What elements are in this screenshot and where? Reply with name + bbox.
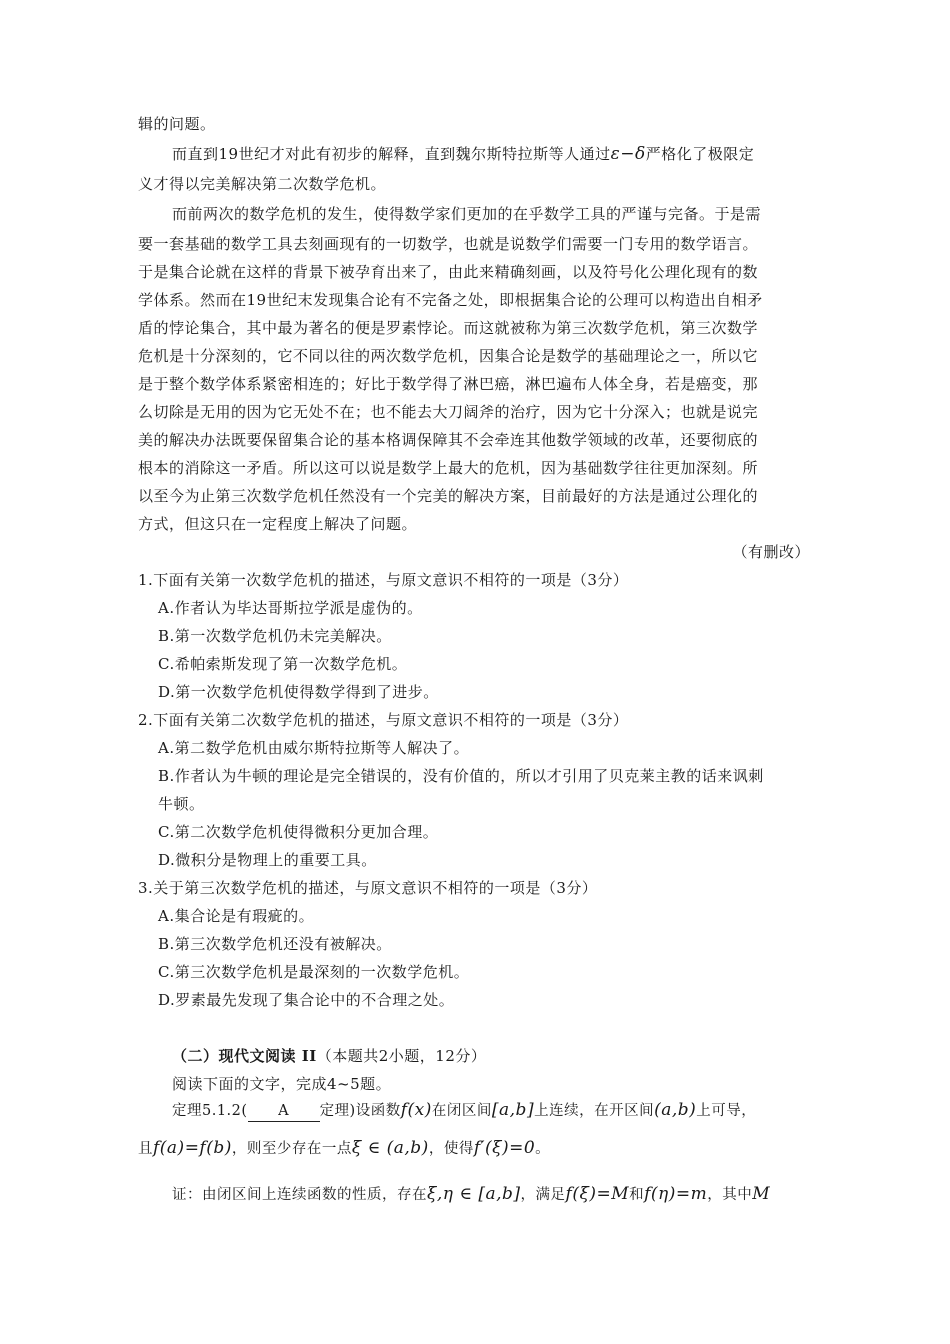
text-run: 在闭区间 xyxy=(431,1103,492,1119)
paragraph-line xyxy=(172,144,852,164)
answer-option: A.第二数学危机由威尔斯特拉斯等人解决了。 xyxy=(158,739,470,757)
text-run: 定理5.1.2( xyxy=(172,1103,248,1119)
answer-option: C.第三次数学危机是最深刻的一次数学危机。 xyxy=(158,963,470,981)
math-fx: f(x) xyxy=(400,1100,432,1120)
text-run: ，满足 xyxy=(520,1187,566,1203)
text-run: 证：由闭区间上连续函数的性质，存在 xyxy=(172,1187,427,1203)
answer-option: B.第一次数学危机仍未完美解决。 xyxy=(158,627,392,645)
math-closed-interval: [a,b] xyxy=(491,1100,535,1120)
text-run: ，使得 xyxy=(428,1141,474,1157)
answer-option: C.希帕索斯发现了第一次数学危机。 xyxy=(158,655,408,673)
theorem-line xyxy=(172,1100,852,1122)
answer-option: D.罗素最先发现了集合论中的不合理之处。 xyxy=(158,991,455,1009)
text-run: 。 xyxy=(535,1141,551,1157)
answer-option: A.集合论是有瑕疵的。 xyxy=(158,907,315,925)
paragraph-line: 么切除是无用的因为它无处不在；也不能去大刀阔斧的治疗，因为它十分深入；也就是说完 xyxy=(138,403,759,421)
epsilon-delta-math: ε−δ xyxy=(610,144,646,164)
math-xi-eta: ξ,η ∈ [a,b] xyxy=(427,1184,521,1204)
math-fprime: f′(ξ)=0 xyxy=(473,1138,536,1158)
paragraph-line: 辑的问题。 xyxy=(138,115,216,133)
text-run: 上连续，在开区间 xyxy=(534,1103,655,1119)
paragraph-line: 盾的悖论集合，其中最为著名的便是罗素悖论。而这就被称为第三次数学危机，第三次数学 xyxy=(138,319,759,337)
paragraph-line: 于是集合论就在这样的背景下被孕育出来了，由此来精确刻画，以及符号化公理化现有的数 xyxy=(138,263,759,281)
question-stem: 2.下面有关第二次数学危机的描述，与原文意识不相符的一项是（3分） xyxy=(138,711,629,729)
instruction: 阅读下面的文字，完成4~5题。 xyxy=(172,1075,392,1093)
question-stem: 1.下面有关第一次数学危机的描述，与原文意识不相符的一项是（3分） xyxy=(138,571,629,589)
proof-line xyxy=(172,1184,852,1205)
text-run: 和 xyxy=(629,1187,645,1203)
text-run: 上可导， xyxy=(696,1103,757,1119)
answer-option: D.第一次数学危机使得数学得到了进步。 xyxy=(158,683,439,701)
answer-option: C.第二次数学危机使得微积分更加合理。 xyxy=(158,823,439,841)
math-f-eta-m: f(η)=m xyxy=(644,1184,708,1204)
text-run: ，其中 xyxy=(707,1187,753,1203)
theorem-line xyxy=(138,1138,818,1159)
answer-option: B.第三次数学危机还没有被解决。 xyxy=(158,935,392,953)
paragraph-line: 美的解决办法既要保留集合论的基本格调保障其不会牵连其他数学领域的改革，还要彻底的 xyxy=(138,431,759,449)
text-run: 而直到19世纪才对此有初步的解释，直到魏尔斯特拉斯等人通过 xyxy=(172,145,611,163)
paragraph-line: 是于整个数学体系紧密相连的；好比于数学得了淋巴癌，淋巴遍布人体全身，若是癌变，那 xyxy=(138,375,759,393)
paragraph-line: 根本的消除这一矛盾。所以这可以说是数学上最大的危机，因为基础数学往往更加深刻。所 xyxy=(138,459,759,477)
text-run: ，则至少存在一点 xyxy=(231,1141,352,1157)
paragraph-line: 以至今为止第三次数学危机任然没有一个完美的解决方案，目前最好的方法是通过公理化的 xyxy=(138,487,759,505)
text-run: 且 xyxy=(138,1141,153,1157)
answer-option: D.微积分是物理上的重要工具。 xyxy=(158,851,377,869)
section-title: （二）现代文阅读 II xyxy=(172,1047,317,1065)
math-M: M xyxy=(752,1184,771,1204)
math-xi-in: ξ ∈ (a,b) xyxy=(351,1138,429,1158)
paragraph-line: 学体系。然而在19世纪末发现集合论有不完备之处，即根据集合论的公理可以构造出自相矛 xyxy=(138,291,763,309)
paragraph-line: 方式，但这只在一定程度上解决了问题。 xyxy=(138,515,418,533)
text-run: 严格化了极限定 xyxy=(645,145,755,163)
paragraph-line: 危机是十分深刻的，它不同以往的两次数学危机，因集合论是数学的基础理论之一，所以它 xyxy=(138,347,759,365)
paragraph-line: 而前两次的数学危机的发生，使得数学家们更加的在乎数学工具的严谨与完备。于是需 xyxy=(172,205,762,223)
answer-option: A.作者认为毕达哥斯拉学派是虚伪的。 xyxy=(158,599,423,617)
math-open-interval: (a,b) xyxy=(654,1100,697,1120)
text-run: 定理)设函数 xyxy=(319,1103,401,1119)
section-heading xyxy=(172,1046,852,1066)
paragraph-line: 要一套基础的数学工具去刻画现有的一切数学，也就是说数学们需要一门专用的数学语言。 xyxy=(138,235,759,253)
fill-blank: A xyxy=(248,1101,320,1122)
question-stem: 3.关于第三次数学危机的描述，与原文意识不相符的一项是（3分） xyxy=(138,879,598,897)
math-fa-fb: f(a)=f(b) xyxy=(153,1138,232,1158)
answer-option-continued: 牛顿。 xyxy=(158,795,205,813)
paragraph-line: 义才得以完美解决第二次数学危机。 xyxy=(138,175,387,193)
section-subtitle: （本题共2小题，12分） xyxy=(316,1047,487,1065)
math-f-xi-M: f(ξ)=M xyxy=(565,1184,630,1204)
source-note: （有删改） xyxy=(732,543,810,561)
answer-option: B.作者认为牛顿的理论是完全错误的，没有价值的，所以才引用了贝克莱主教的话来讽刺 xyxy=(158,767,764,785)
